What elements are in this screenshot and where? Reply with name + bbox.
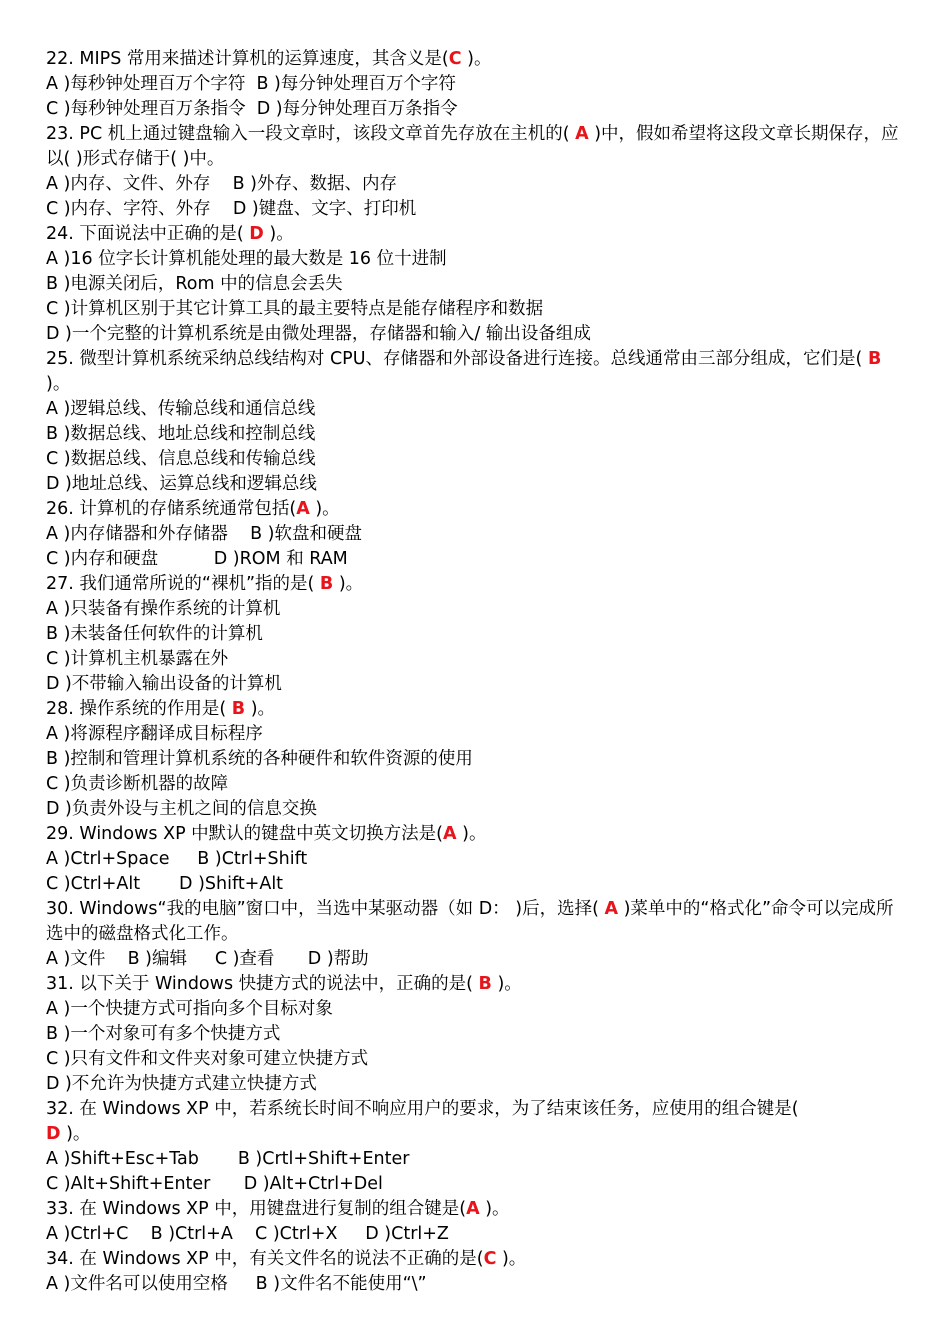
option-line: B )数据总线、地址总线和控制总线: [46, 424, 316, 444]
question-stem: [46, 1247, 906, 1272]
question-stem: [46, 897, 906, 947]
option-line: D )负责外设与主机之间的信息交换: [46, 799, 317, 819]
answer-mark: B: [478, 974, 492, 994]
question-stem-tail: )。: [46, 374, 71, 394]
option-line: B )未装备任何软件的计算机: [46, 624, 263, 644]
question-stem: [46, 572, 906, 597]
question-stem-tail: )菜单中的“格式化”命令可以完成所选中的磁盘格式化工作。: [46, 899, 894, 944]
question-stem: [46, 47, 906, 72]
option-line: A )将源程序翻译成目标程序: [46, 724, 263, 744]
question-stem: [46, 222, 906, 247]
option-line: A )内存储器和外存储器 B )软盘和硬盘: [46, 524, 363, 544]
question-stem: [46, 972, 906, 997]
question-stem: [46, 122, 906, 172]
option-line: A )逻辑总线、传输总线和通信总线: [46, 399, 316, 419]
option-line: A )Ctrl+Space B )Ctrl+Shift: [46, 849, 308, 869]
question-stem-text: 33. 在 Windows XP 中，用键盘进行复制的组合键是(: [46, 1199, 467, 1219]
option-line: A )每秒钟处理百万个字符 B )每分钟处理百万个字符: [46, 74, 456, 94]
question-stem-text: 24. 下面说法中正确的是(: [46, 224, 250, 244]
option-line: C )每秒钟处理百万条指令 D )每分钟处理百万条指令: [46, 99, 458, 119]
answer-mark: B: [231, 699, 246, 719]
question-stem-text: 28. 操作系统的作用是(: [46, 699, 232, 719]
answer-mark: B: [319, 574, 334, 594]
question-stem: [46, 347, 906, 397]
question-stem-text: 30. Windows“我的电脑”窗口中，当选中某驱动器（如 D： )后，选择(: [46, 899, 605, 919]
question-stem: [46, 822, 906, 847]
question-stem-tail: )。: [263, 224, 294, 244]
question-stem-tail: )。: [245, 699, 276, 719]
answer-mark: B: [867, 349, 882, 369]
answer-mark: C: [483, 1249, 497, 1269]
option-line: C )Alt+Shift+Enter D )Alt+Ctrl+Del: [46, 1174, 383, 1194]
question-stem-tail: )。: [479, 1199, 510, 1219]
answer-mark: A: [296, 499, 310, 519]
option-line: A )只装备有操作系统的计算机: [46, 599, 281, 619]
document-body: [46, 47, 906, 1297]
question-stem: [46, 497, 906, 522]
option-line: D )不带输入输出设备的计算机: [46, 674, 282, 694]
question-stem-tail: )。: [333, 574, 364, 594]
option-line: A )16 位字长计算机能处理的最大数是 16 位十进制: [46, 249, 447, 269]
option-line: B )电源关闭后，Rom 中的信息会丢失: [46, 274, 343, 294]
question-stem-text: 23. PC 机上通过键盘输入一段文章时，该段文章首先存放在主机的(: [46, 124, 576, 144]
question-stem-text: 29. Windows XP 中默认的键盘中英文切换方法是(: [46, 824, 444, 844]
question-stem-text: 25. 微型计算机系统采纳总线结构对 CPU、存储器和外部设备进行连接。总线通常由三部分组成，它们是(: [46, 349, 868, 369]
answer-mark: A: [443, 824, 457, 844]
question-stem-tail: )。: [491, 974, 522, 994]
option-line: D )不允许为快捷方式建立快捷方式: [46, 1074, 317, 1094]
answer-mark: A: [575, 124, 589, 144]
question-stem-text: 32. 在 Windows XP 中，若系统长时间不响应用户的要求，为了结束该任务，应使用的组合键是(: [46, 1099, 799, 1119]
option-line: C )只有文件和文件夹对象可建立快捷方式: [46, 1049, 369, 1069]
option-line: C )Ctrl+Alt D )Shift+Alt: [46, 874, 284, 894]
question-stem-text: 34. 在 Windows XP 中，有关文件名的说法不正确的是(: [46, 1249, 484, 1269]
answer-mark: D: [46, 1124, 61, 1144]
answer-mark: C: [448, 49, 462, 69]
answer-mark: D: [249, 224, 264, 244]
option-line: C )数据总线、信息总线和传输总线: [46, 449, 316, 469]
question-stem-tail: )。: [456, 824, 487, 844]
question-stem-tail: )。: [496, 1249, 527, 1269]
option-line: C )计算机区别于其它计算工具的最主要特点是能存储程序和数据: [46, 299, 544, 319]
option-line: C )内存和硬盘 D )ROM 和 RAM: [46, 549, 348, 569]
question-stem-tail: )。: [309, 499, 340, 519]
question-stem: [46, 697, 906, 722]
option-line: C )计算机主机暴露在外: [46, 649, 229, 669]
option-line: A )Shift+Esc+Tab B )Crtl+Shift+Enter: [46, 1149, 410, 1169]
option-line: D )地址总线、运算总线和逻辑总线: [46, 474, 317, 494]
option-line: B )控制和管理计算机系统的各种硬件和软件资源的使用: [46, 749, 473, 769]
question-stem-tail: )。: [60, 1124, 91, 1144]
question-stem-text: 26. 计算机的存储系统通常包括(: [46, 499, 297, 519]
question-stem-text: 31. 以下关于 Windows 快捷方式的说法中，正确的是(: [46, 974, 479, 994]
question-stem: [46, 1097, 906, 1147]
option-line: A )文件 B )编辑 C )查看 D )帮助: [46, 949, 369, 969]
option-line: A )文件名可以使用空格 B )文件名不能使用“\”: [46, 1274, 427, 1294]
option-line: A )内存、文件、外存 B )外存、数据、内存: [46, 174, 398, 194]
question-stem-text: 22. MIPS 常用来描述计算机的运算速度，其含义是(: [46, 49, 449, 69]
question-stem-tail: )中，假如希望将这段文章长期保存，应以( )形式存储于( )中。: [46, 124, 899, 169]
option-line: B )一个对象可有多个快捷方式: [46, 1024, 281, 1044]
option-line: A )Ctrl+C B )Ctrl+A C )Ctrl+X D )Ctrl+Z: [46, 1224, 449, 1244]
question-stem: [46, 1197, 906, 1222]
question-stem-tail: )。: [461, 49, 492, 69]
option-line: C )内存、字符、外存 D )键盘、文字、打印机: [46, 199, 417, 219]
option-line: C )负责诊断机器的故障: [46, 774, 229, 794]
answer-mark: A: [604, 899, 619, 919]
question-stem-text: 27. 我们通常所说的“裸机”指的是(: [46, 574, 320, 594]
option-line: A )一个快捷方式可指向多个目标对象: [46, 999, 333, 1019]
answer-mark: A: [466, 1199, 480, 1219]
option-line: D )一个完整的计算机系统是由微处理器，存储器和输入/ 输出设备组成: [46, 324, 591, 344]
